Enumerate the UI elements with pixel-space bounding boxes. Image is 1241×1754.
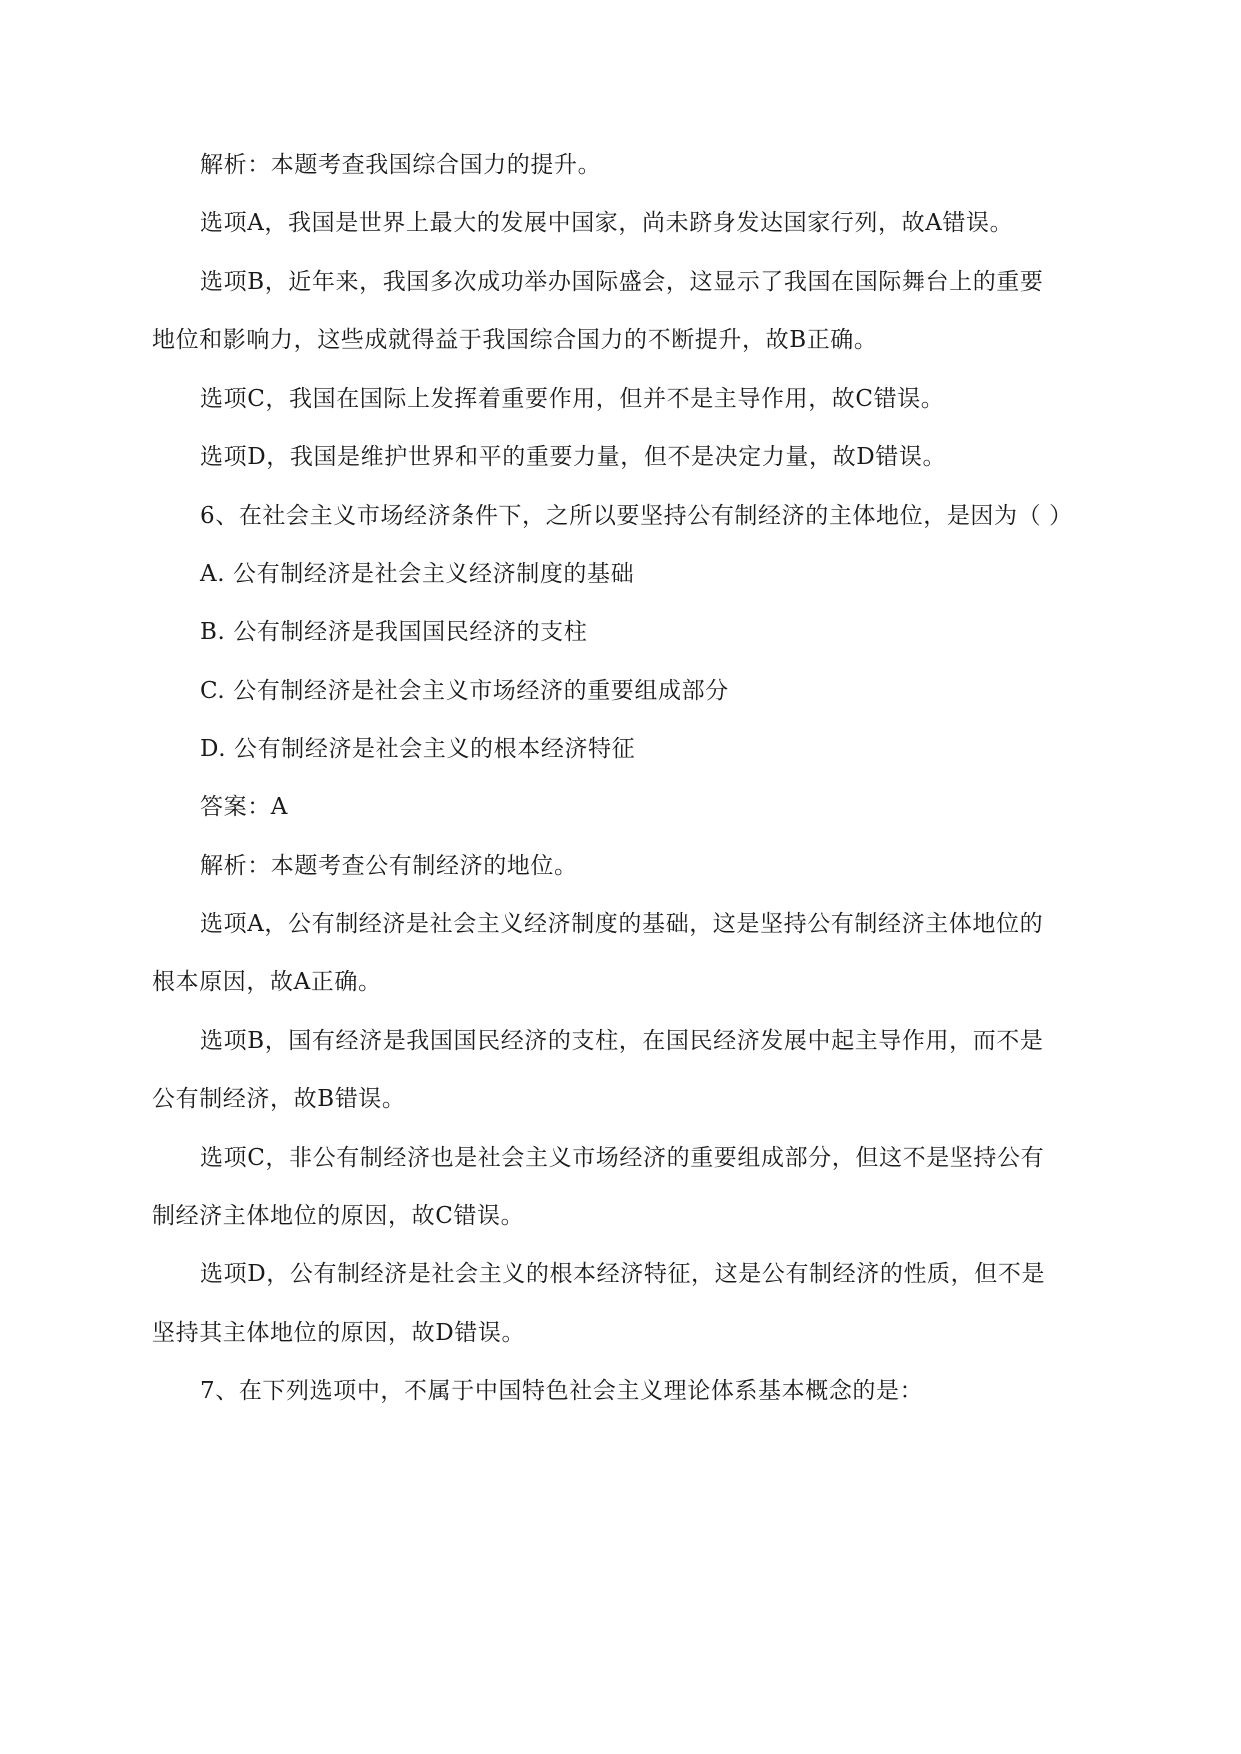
q6-question: 6、在社会主义市场经济条件下，之所以要坚持公有制经济的主体地位，是因为（ ） [200, 503, 1073, 529]
q5-analysis-intro: 解析：本题考查我国综合国力的提升。 [200, 152, 602, 178]
q6-analysis-option-c-line2: 制经济主体地位的原因，故C错误。 [152, 1203, 525, 1229]
q6-analysis-option-d-line2: 坚持其主体地位的原因，故D错误。 [152, 1320, 526, 1346]
q5-analysis-option-b-line1: 选项B，近年来，我国多次成功举办国际盛会，这显示了我国在国际舞台上的重要 [200, 269, 1044, 295]
q6-answer: 答案：A [200, 794, 289, 820]
q5-analysis-option-a: 选项A，我国是世界上最大的发展中国家，尚未跻身发达国家行列，故A错误。 [200, 210, 1014, 236]
q6-analysis-intro: 解析：本题考查公有制经济的地位。 [200, 853, 578, 879]
q6-analysis-option-d-line1: 选项D，公有制经济是社会主义的根本经济特征，这是公有制经济的性质，但不是 [200, 1261, 1046, 1287]
q6-choice-d: D. 公有制经济是社会主义的根本经济特征 [200, 736, 636, 762]
q6-analysis-option-b-line1: 选项B，国有经济是我国国民经济的支柱，在国民经济发展中起主导作用，而不是 [200, 1028, 1044, 1054]
q6-analysis-option-b-line2: 公有制经济，故B错误。 [152, 1086, 406, 1112]
q7-question: 7、在下列选项中，不属于中国特色社会主义理论体系基本概念的是： [200, 1378, 924, 1404]
q5-analysis-option-d: 选项D，我国是维护世界和平的重要力量，但不是决定力量，故D错误。 [200, 444, 947, 470]
q5-analysis-option-b-line2: 地位和影响力，这些成就得益于我国综合国力的不断提升，故B正确。 [152, 327, 878, 353]
q5-analysis-option-c: 选项C，我国在国际上发挥着重要作用，但并不是主导作用，故C错误。 [200, 386, 945, 412]
q6-choice-c: C. 公有制经济是社会主义市场经济的重要组成部分 [200, 678, 729, 704]
q6-analysis-option-a-line1: 选项A，公有制经济是社会主义经济制度的基础，这是坚持公有制经济主体地位的 [200, 911, 1044, 937]
q6-choice-a: A. 公有制经济是社会主义经济制度的基础 [200, 561, 635, 587]
q6-analysis-option-a-line2: 根本原因，故A正确。 [152, 969, 382, 995]
q6-choice-b: B. 公有制经济是我国国民经济的支柱 [200, 619, 588, 645]
q6-analysis-option-c-line1: 选项C，非公有制经济也是社会主义市场经济的重要组成部分，但这不是坚持公有 [200, 1145, 1045, 1171]
